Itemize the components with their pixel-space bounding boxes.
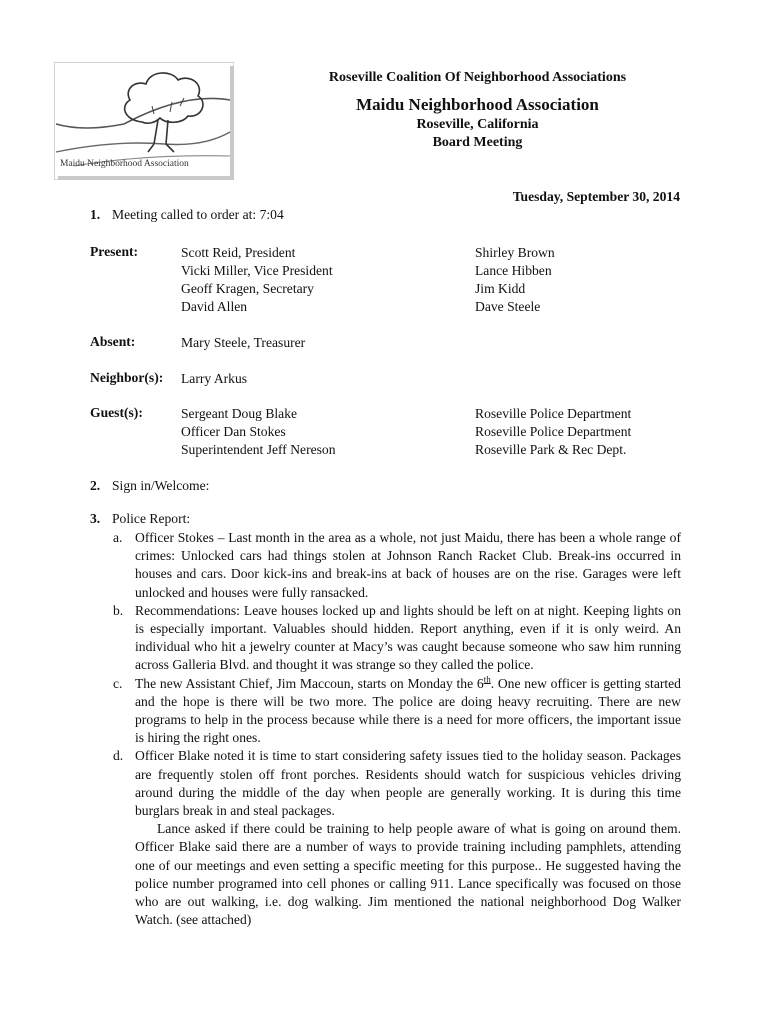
absent-names: Mary Steele, Treasurer: [181, 335, 306, 350]
section-number: 3.: [90, 511, 101, 526]
item-text: Officer Stokes – Last month in the area as a whole, not just Maidu, there has been a whole range of crimes: Unlocked cars had things stolen at Johnson Ranch Racket Club. Break-ins occurred in houses and cars. Door kick-ins and break-ins at back of houses are on the rise. Garages were left unlocked and houses were fully ransacked.: [135, 530, 681, 600]
section-text: Meeting called to order at: 7:04: [112, 207, 284, 222]
present-label: Present:: [90, 244, 139, 259]
attendee: Jim Kidd: [475, 281, 526, 296]
guest-names: [181, 405, 336, 459]
section-number: 2.: [90, 478, 101, 493]
guests-label: Guest(s):: [90, 405, 143, 420]
meeting-type: Board Meeting: [432, 135, 523, 150]
item-marker: a.: [113, 530, 123, 545]
attendee: Scott Reid, President: [181, 245, 296, 260]
guest-org: Roseville Park & Rec Dept.: [475, 442, 627, 457]
list-item: [113, 747, 681, 820]
guest-org: Roseville Police Department: [475, 424, 632, 439]
item-marker: d.: [113, 748, 124, 764]
absent-label: Absent:: [90, 334, 136, 349]
neighbors-names: Larry Arkus: [181, 371, 248, 386]
item-text: Officer Blake noted it is time to start considering safety issues tied to the holiday season. Packages are frequently stolen off front porches. Residents should watch for suspicious vehicles driving around during the middle of the day when people are generally working. It is during this time burglars break in and steal packages.: [135, 748, 681, 819]
guest-orgs: [475, 405, 631, 459]
present-list-left: [181, 244, 333, 316]
item-marker: b.: [113, 602, 124, 618]
guest-name: Officer Dan Stokes: [181, 424, 286, 439]
section-call-to-order: [90, 207, 284, 223]
section-police-report: [90, 511, 190, 527]
location: Roseville, California: [416, 117, 539, 132]
section-number: 1.: [90, 207, 101, 222]
list-item: [113, 675, 681, 748]
attendee: Dave Steele: [475, 299, 541, 314]
attendee: David Allen: [181, 299, 248, 314]
coalition-title: Roseville Coalition Of Neighborhood Associations: [328, 70, 627, 85]
paragraph: Lance asked if there could be training to help people aware of what is going on around them. Officer Blake said there are a number of ways to provide training including pamphlets, attending one of our meetings and even setting a specific meeting for this purpose.. He suggested having the police number programed into cell phones or calling 911. Lance specifically was focused on those who are out walking, i.e. dog walking. Jim mentioned the national neighborhood Dog Walker Watch. (see attached): [135, 821, 681, 928]
logo-caption: Maidu Neighborhood Association: [60, 159, 189, 169]
item-text: Recommendations: Leave houses locked up and lights should be left on at night. Keeping lights on is especially important. Valuables should hidden. Report anything, even if it is only weird. An individual who hit a jewelry counter at Macy’s was caught because someone who saw him running across Galleria Blvd. and thought it was strange so they called the police.: [135, 602, 681, 673]
association-title: Maidu Neighborhood Association: [356, 95, 599, 114]
guest-name: Superintendent Jeff Nereson: [181, 442, 336, 457]
association-logo: [54, 62, 234, 180]
list-item: [113, 602, 681, 675]
section-text: Sign in/Welcome:: [112, 478, 210, 493]
meeting-date: Tuesday, September 30, 2014: [512, 189, 680, 204]
attendee: Geoff Kragen, Secretary: [181, 281, 314, 296]
neighbors-label: Neighbor(s):: [90, 370, 164, 385]
item-text: . One new officer is getting started and the hope is there will be two more. The police are doing heavy recruiting. There are new programs to help in the process because while there is a need for more officers, the important issue is hiring the right ones.: [135, 675, 681, 746]
present-list-right: [475, 244, 555, 316]
attendee: Shirley Brown: [475, 245, 555, 260]
police-report-items: [113, 529, 681, 929]
guest-org: Roseville Police Department: [475, 406, 632, 421]
attendee: Lance Hibben: [475, 263, 552, 278]
item-marker: c.: [113, 675, 123, 691]
list-item: [113, 529, 681, 602]
item-text: The new Assistant Chief, Jim Maccoun, starts on Monday the 6: [135, 675, 484, 691]
section-sign-in: [90, 478, 209, 494]
section-text: Police Report:: [112, 511, 191, 526]
guest-name: Sergeant Doug Blake: [181, 406, 298, 421]
ordinal-suffix: th: [483, 674, 491, 685]
attendee: Vicki Miller, Vice President: [181, 263, 333, 278]
